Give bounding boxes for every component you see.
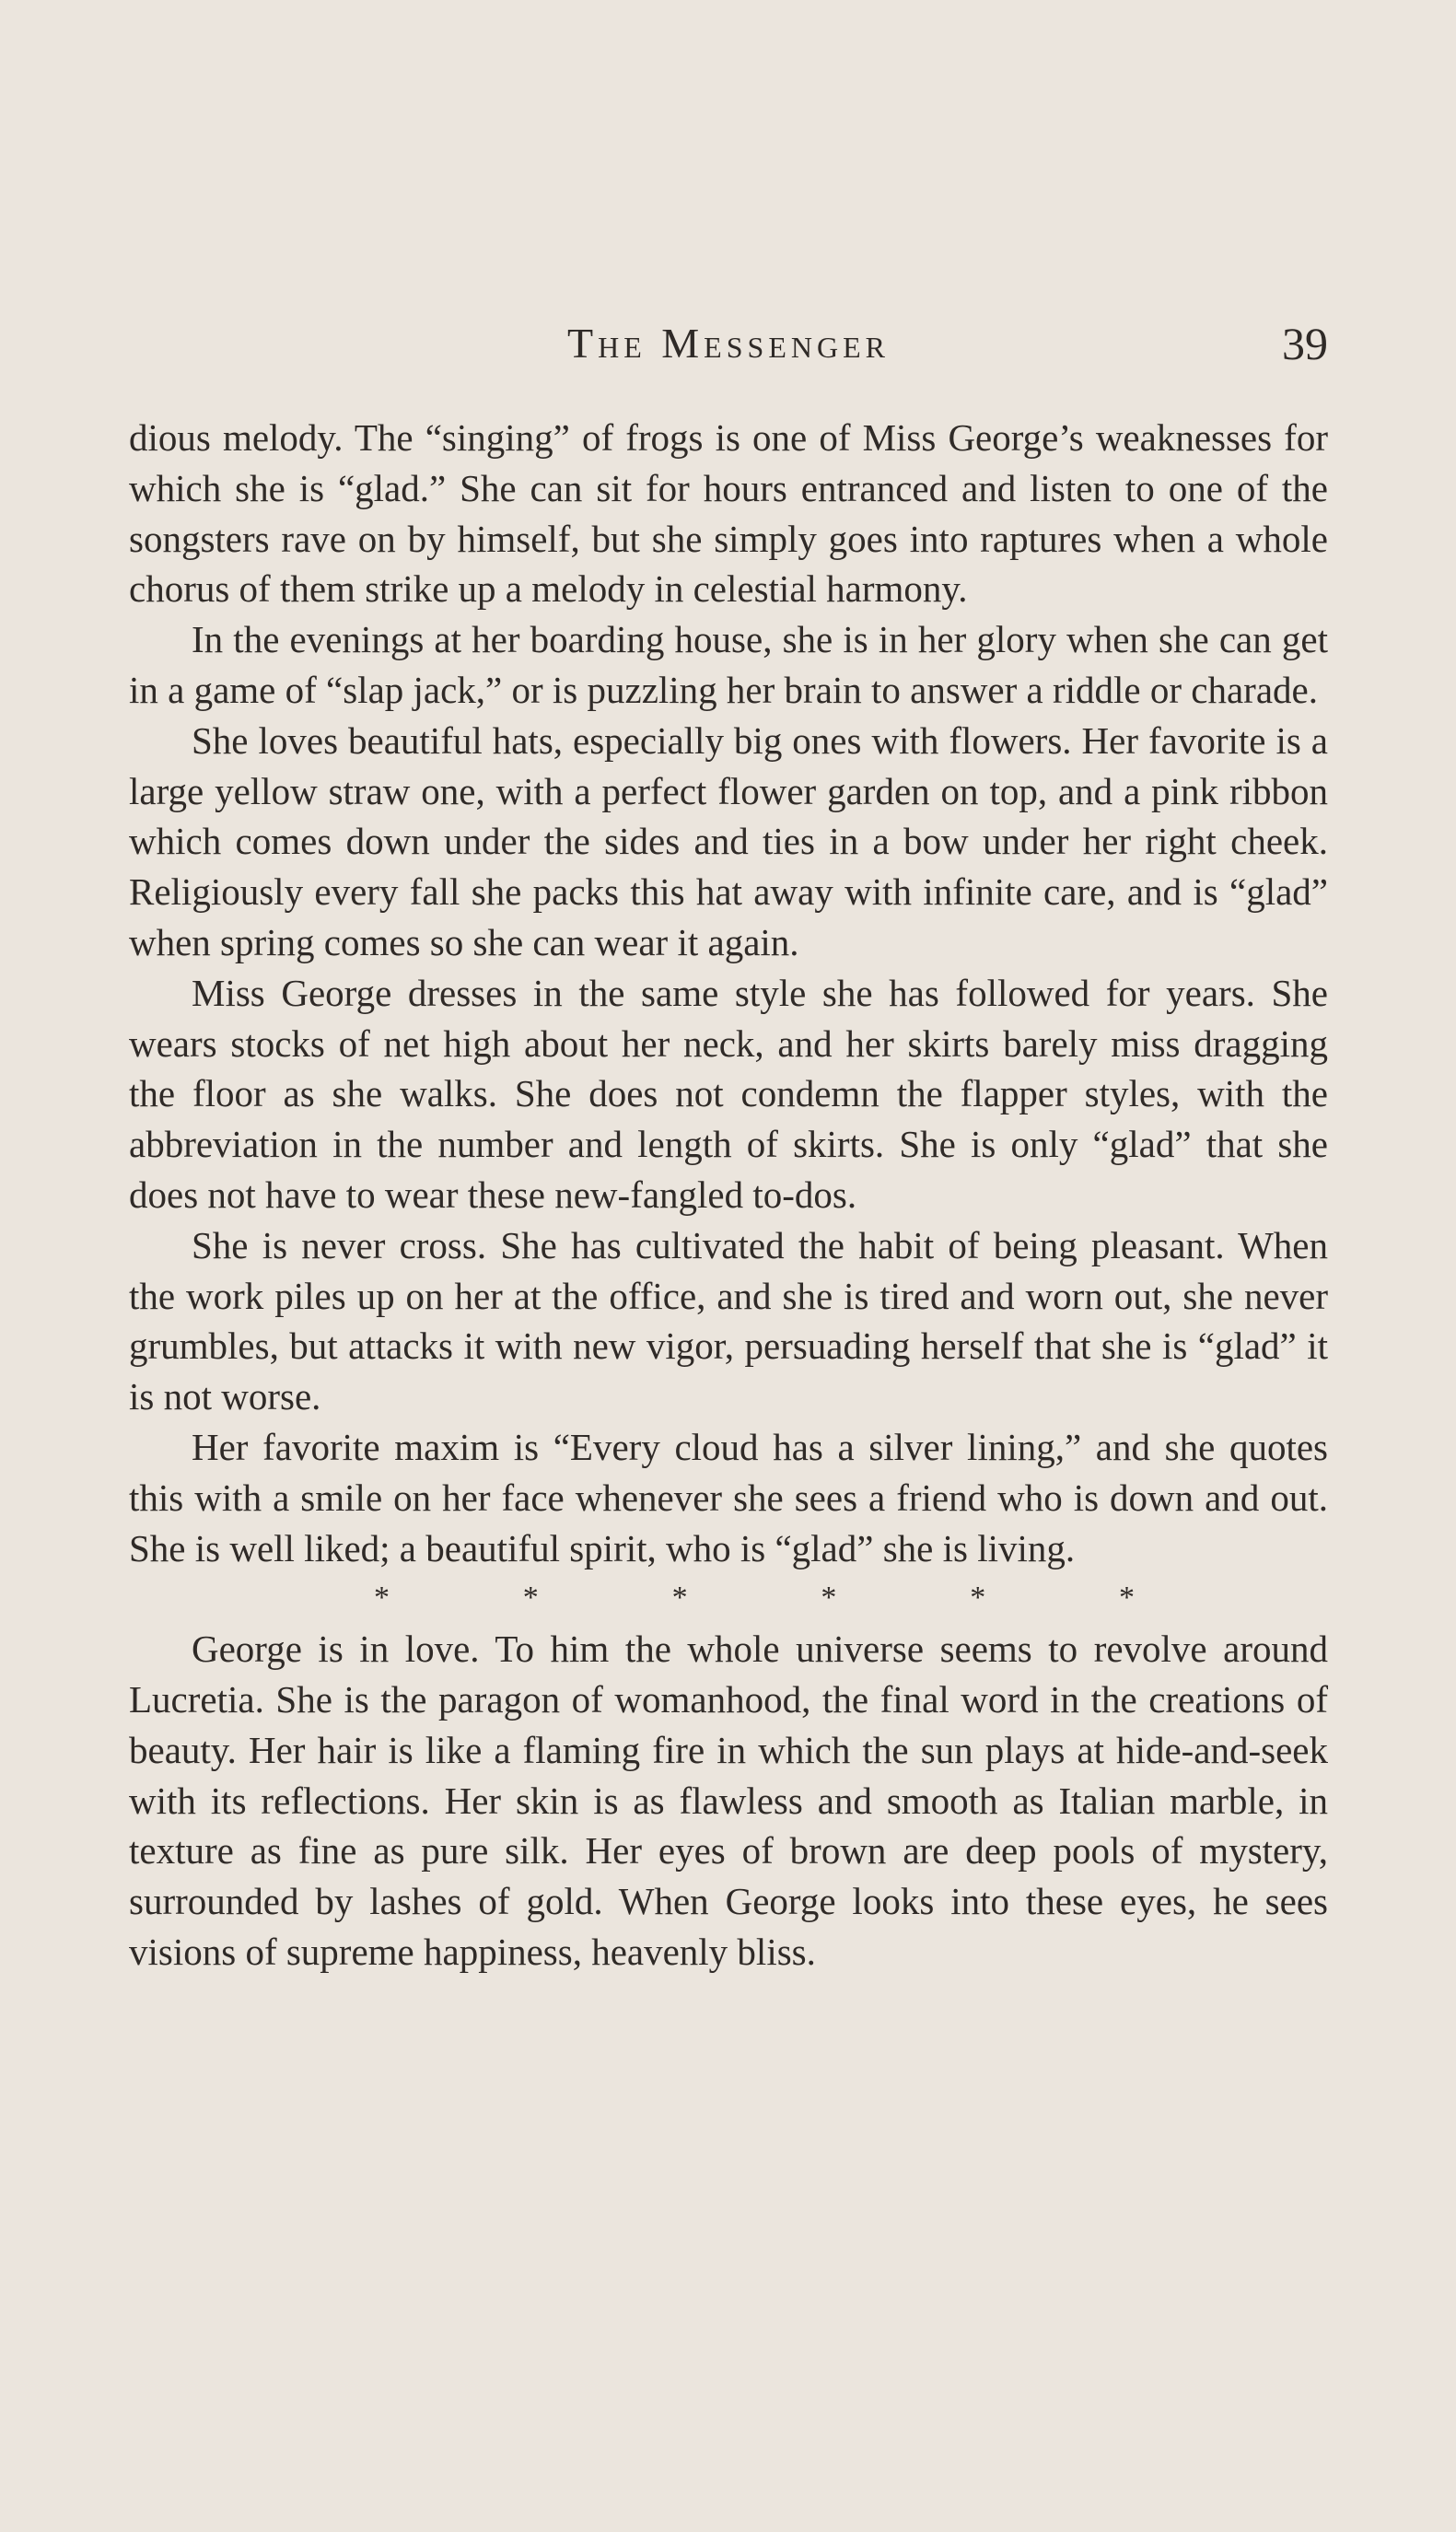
- asterisk: *: [1118, 1581, 1135, 1616]
- asterisk: *: [970, 1581, 986, 1616]
- page-number: 39: [1282, 318, 1328, 369]
- running-title: The Messenger: [567, 320, 890, 367]
- paragraph-continuation: dious melody. The “singing” of frogs is one of Miss George’s weaknesses for which she is “glad.” She can sit for hours entranced and listen to one of the songsters rave on by himself, but she simply goes into raptures when a whole chorus of them strike up a melody in celestial harmony.: [129, 416, 1328, 611]
- paragraph-never-cross: She is never cross. She has cultivated the habit of being pleasant. When the work piles up on her at the office, and she is tired and worn out, she never grumbles, but attacks it with new vigor, persuading herself that she is “glad” it is not worse.: [129, 1223, 1328, 1418]
- paragraph-george-in-love: George is in love. To him the whole universe seems to revolve around Lucretia. She is the paragon of womanhood, the final word in the creations of beauty. Her hair is like a flaming fire in which the sun plays at hide-and-seek with its reflections. Her skin is as flawless and smooth as Italian marble, in texture as fine as pure silk. Her eyes of brown are deep pools of mystery, surrounded by lashes of gold. When George looks into these eyes, he sees visions of supreme happiness, heavenly bliss.: [129, 1628, 1328, 1973]
- asterisk: *: [522, 1581, 539, 1616]
- paragraph-maxim: Her favorite maxim is “Every cloud has a silver lining,” and she quotes this with a smile on her face whenever she sees a friend who is down and out. She is well liked; a beautiful spirit, who is “glad” she is living.: [129, 1425, 1328, 1569]
- text-block: [129, 413, 1328, 1978]
- paragraph-hats: She loves beautiful hats, especially big ones with flowers. Her favorite is a large yellow straw one, with a perfect flower garden on top, and a pink ribbon which comes down under the sides and ties in a bow under her right cheek. Religiously every fall she packs this hat away with infinite care, and is “glad” when spring comes so she can wear it again.: [129, 718, 1328, 963]
- paragraph-evenings: In the evenings at her boarding house, she is in her glory when she can get in a game of “slap jack,” or is puzzling her brain to answer a riddle or charade.: [129, 618, 1328, 711]
- paragraph-dresses: Miss George dresses in the same style she has followed for years. She wears stocks of net high about her neck, and her skirts barely miss dragging the floor as she walks. She does not condemn the flapper styles, with the abbreviation in the number and length of skirts. She is only “glad” that she does not have to wear these new-fangled to-dos.: [129, 971, 1328, 1216]
- asterisk: *: [821, 1581, 837, 1616]
- asterisk: *: [671, 1581, 688, 1616]
- asterisk: *: [374, 1581, 390, 1616]
- running-head: [129, 311, 1328, 376]
- section-separator: [374, 1573, 1135, 1624]
